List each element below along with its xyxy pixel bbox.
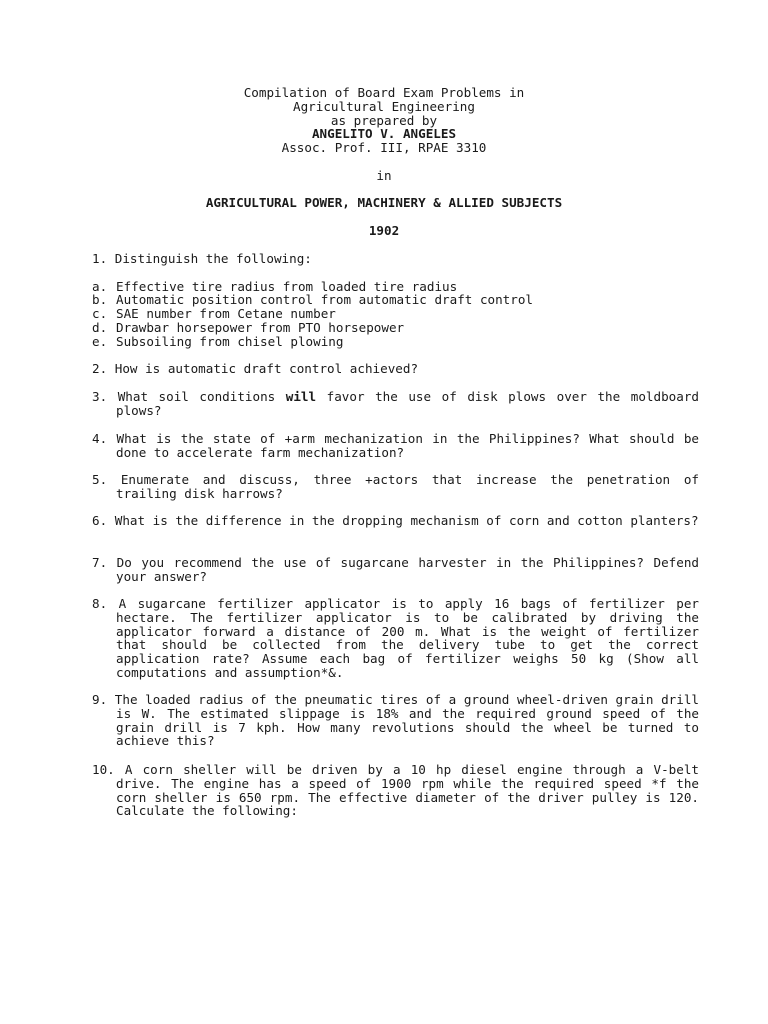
year-heading: 1902 [368,222,400,238]
in-label: in [376,167,392,183]
list-item: d. Drawbar horsepower from PTO horsepower [92,319,405,335]
title-line-3: as prepared by [330,112,438,128]
list-item: b. Automatic position control from automatic draft control [92,292,534,308]
document-header [0,86,768,238]
question-4: 4. What is the state of +arm mechanization in the Philippines? What should be done to accelerate farm mechanization? [92,431,699,460]
author-position: Assoc. Prof. III, RPAE 3310 [281,140,487,156]
list-item: a. Effective tire radius from loaded tire radius [92,278,458,294]
question-8: 8. A sugarcane fertilizer applicator is to apply 16 bags of fertilizer per hectare. The fertilizer applicator is to be calibrated by driving the applicator forward a distance of 200 m. What is the weight of fertilizer that should be collected from the delivery tube to get the correct application rate? Assume each bag of fertilizer weighs 50 kg (Show all computations and assumption*&. [92,596,699,680]
list-item: c. SAE number from Cetane number [92,306,336,322]
question-3: 3. What soil conditions will favor the use of disk plows over the moldboard plows? [92,389,699,418]
blank-line [0,155,768,169]
question-2: 2. How is automatic draft control achieved? [92,361,419,376]
question-9: 9. The loaded radius of the pneumatic tires of a ground wheel-driven grain drill is W. The estimated slippage is 18% and the required ground speed of the grain drill is 7 kph. How many revolutions should the wheel be turned to achieve this? [92,692,699,749]
list-item: e. Subsoiling from chisel plowing [92,333,344,349]
author-name: ANGELITO V. ANGELES [311,126,457,142]
title-line-2: Agricultural Engineering [293,98,475,114]
question-1-text: 1. Distinguish the following: [92,251,312,266]
question-5: 5. Enumerate and discuss, three +actors that increase the penetration of trailing disk harrows? [92,472,699,501]
question-10: 10. A corn sheller will be driven by a 10 hp diesel engine through a V-belt drive. The engine has a speed of 1900 rpm while the required speed *f the corn sheller is 650 rpm. The effective diameter of the driver pulley is 120. Calculate the following: [92,762,699,819]
blank-line [0,210,768,224]
subject-title: AGRICULTURAL POWER, MACHINERY & ALLIED SUBJECTS [205,195,563,211]
question-7: 7. Do you recommend the use of sugarcane harvester in the Philippines? Defend your answer? [92,555,699,584]
title-line-1: Compilation of Board Exam Problems in [243,85,525,100]
question-1 [92,252,675,349]
blank-line [0,183,768,197]
question-6: 6. What is the difference in the dropping mechanism of corn and cotton planters? [92,513,699,528]
